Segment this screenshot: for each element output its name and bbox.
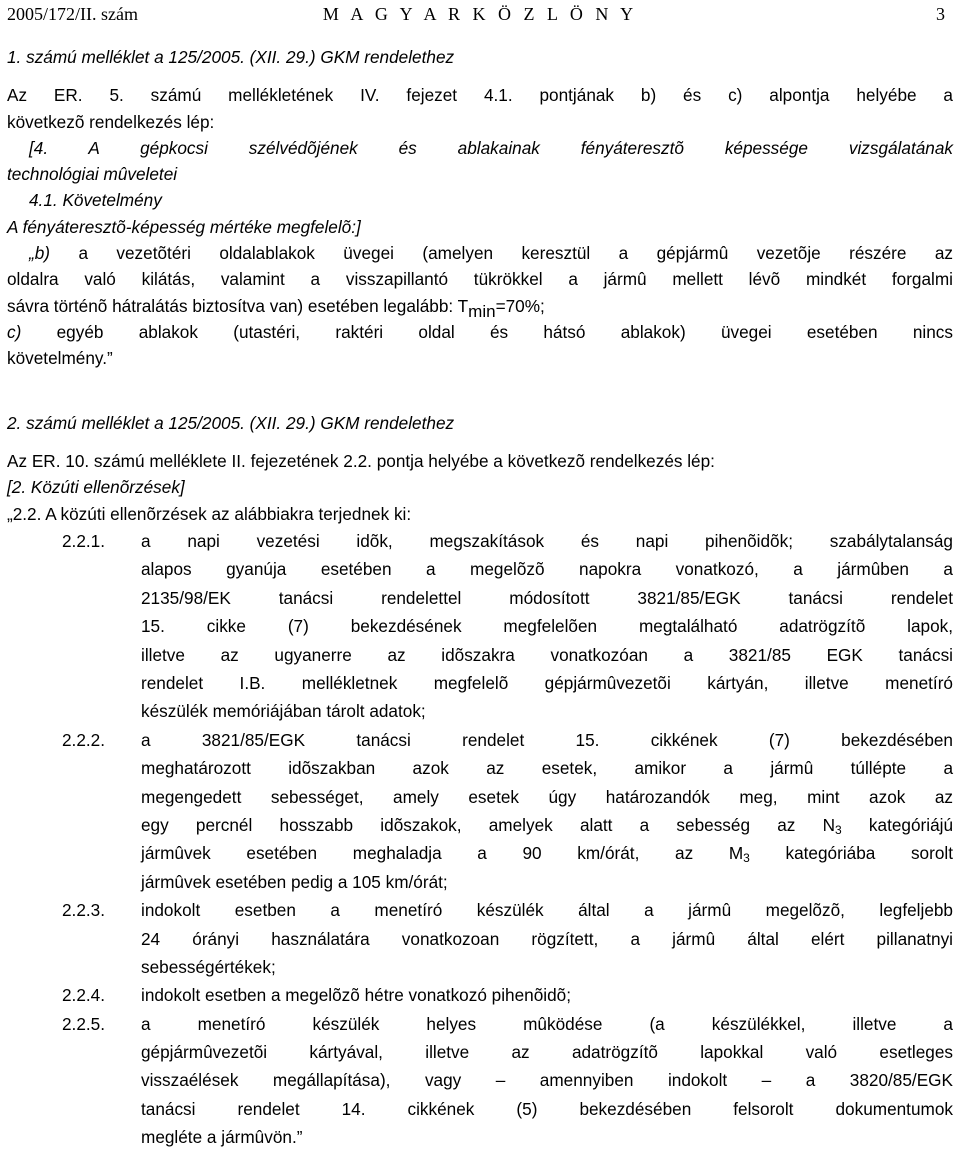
point-b-line3: sávra történõ hátralátás biztosítva van) esetében legalább: $T_{min}=70\%$;: [7, 295, 545, 321]
item-line: indokolt esetben a megelõzõ hétre vonatkozó pihenõidõ;: [141, 985, 571, 1006]
subscript-m3: 3: [743, 851, 750, 866]
annex1-intro-line1: Az ER. 5. számú mellékletének IV. fejezet 4.1. pontjának b) és c) alpontja helyébe a: [7, 85, 953, 106]
journal-title: M A G Y A R K Ö Z L Ö N Y: [322, 4, 638, 24]
list-item: [7, 1010, 953, 1152]
annex2-bracket-heading: [2. Közúti ellenõrzések]: [7, 477, 185, 498]
annex2-intro: Az ER. 10. számú melléklete II. fejezetének 2.2. pontja helyébe a következõ rendelkezés lép:: [7, 451, 715, 472]
item-text: [141, 726, 953, 896]
point-b-line1: „b) a vezetõtéri oldalablakok üvegei (amelyen keresztül a gépjármû vezetõje részére az: [29, 243, 954, 264]
point-c-label: c): [7, 321, 22, 342]
point-c-line1: c) egyéb ablakok (utastéri, raktéri oldal és hátsó ablakok) üvegei esetében nincs: [7, 321, 953, 342]
item-line: alapos gyanúja esetében a megelõzõ napokra vonatkozó, a jármûben a: [141, 559, 953, 580]
item-line: illetve az ugyanerre az idõszakra vonatkozóan a 3821/85 EGK tanácsi: [141, 644, 953, 665]
list-item: [7, 981, 953, 1009]
item-line: megengedett sebességet, amely esetek úgy határozandók meg, mint azok az: [141, 786, 953, 807]
point-b-label: „b): [29, 243, 51, 264]
item-line: jármûvek esetében pedig a 105 km/órát;: [141, 871, 448, 892]
list-item: [7, 896, 953, 981]
issue-number: 2005/172/II. szám: [7, 4, 138, 24]
item-text: [141, 981, 953, 1009]
requirement-lead: A fényáteresztõ-képesség mértéke megfelelõ:]: [7, 216, 361, 237]
point-c-line2: követelmény.”: [7, 348, 113, 369]
item-number: 2.2.4.: [62, 985, 106, 1006]
page-header: [7, 4, 953, 26]
item-line: visszaélések megállapítása), vagy – amennyiben indokolt – a 3820/85/EGK: [141, 1070, 953, 1091]
subscript-min: min: [468, 301, 496, 321]
item-line: sebességértékek;: [141, 956, 276, 977]
item-line: 15. cikke (7) bekezdésének megfelelõen megtalálható adatrögzítõ lapok,: [141, 616, 953, 637]
item-number: 2.2.1.: [62, 531, 106, 552]
annex2-lead: „2.2. A közúti ellenõrzések az alábbiakra terjednek ki:: [7, 503, 412, 524]
item-text: [141, 896, 953, 981]
item-text: [141, 527, 953, 726]
item-line: a napi vezetési idõk, megszakítások és napi pihenõidõk; szabálytalanság: [141, 531, 953, 552]
item-number: 2.2.5.: [62, 1013, 106, 1034]
list-item: [7, 726, 953, 896]
item-line: jármûvek esetében meghaladja a 90 km/órát, az $M_3$ kategóriába sorolt: [141, 843, 953, 866]
chapter-heading-line1: [4. A gépkocsi szélvédõjének és ablakainak fényáteresztõ képessége vizsgálatának: [29, 137, 953, 158]
item-line: indokolt esetben a menetíró készülék által a jármû megelõzõ, legfeljebb: [141, 900, 953, 921]
item-line: a menetíró készülék helyes mûködése (a készülékkel, illetve a: [141, 1013, 953, 1034]
item-line: rendelet I.B. mellékletnek megfelelõ gépjármûvezetõi kártyán, illetve menetíró: [141, 673, 953, 693]
item-number: 2.2.3.: [62, 900, 106, 921]
document-body: [7, 44, 953, 1152]
subscript-n3: 3: [835, 822, 842, 837]
item-line: meghatározott idõszakban azok az esetek, amikor a jármû túllépte a: [141, 758, 953, 779]
item-line: készülék memóriájában tárolt adatok;: [141, 701, 426, 722]
point-b-line2: oldalra való kilátás, valamint a visszapillantó tükrökkel a jármû mellett lévõ mindkét forgalmi: [7, 269, 953, 290]
item-line: 2135/98/EK tanácsi rendelettel módosított 3821/85/EGK tanácsi rendelet: [141, 587, 953, 608]
item-line: megléte a jármûvön.”: [141, 1127, 303, 1148]
page-number: 3: [936, 4, 945, 24]
chapter-heading-line2: technológiai mûveletei: [7, 164, 178, 185]
item-line: 24 órányi használatára vonatkozoan rögzített, a jármû által elért pillanatnyi: [141, 928, 953, 949]
list-item: [7, 527, 953, 726]
item-number: 2.2.2.: [62, 729, 106, 750]
item-line: gépjármûvezetõi kártyával, illetve az adatrögzítõ lapokkal való esetleges: [141, 1042, 953, 1063]
section-heading: 4.1. Követelmény: [29, 190, 162, 211]
item-line: a 3821/85/EGK tanácsi rendelet 15. cikkének (7) bekezdésében: [141, 729, 953, 750]
annex2-title: 2. számú melléklet a 125/2005. (XII. 29.) GKM rendelethez: [7, 412, 455, 433]
item-text: [141, 1010, 953, 1152]
annex1-title: 1. számú melléklet a 125/2005. (XII. 29.) GKM rendelethez: [7, 47, 455, 67]
annex2-item-list: [7, 527, 953, 1152]
item-line: tanácsi rendelet 14. cikkének (5) bekezdésében felsorolt dokumentumok: [141, 1098, 953, 1119]
item-line: egy percnél hosszabb idõszakok, amelyek alatt a sebesség az $N_3$ kategóriájú: [141, 814, 954, 837]
annex1-intro-line2: következõ rendelkezés lép:: [7, 111, 215, 132]
